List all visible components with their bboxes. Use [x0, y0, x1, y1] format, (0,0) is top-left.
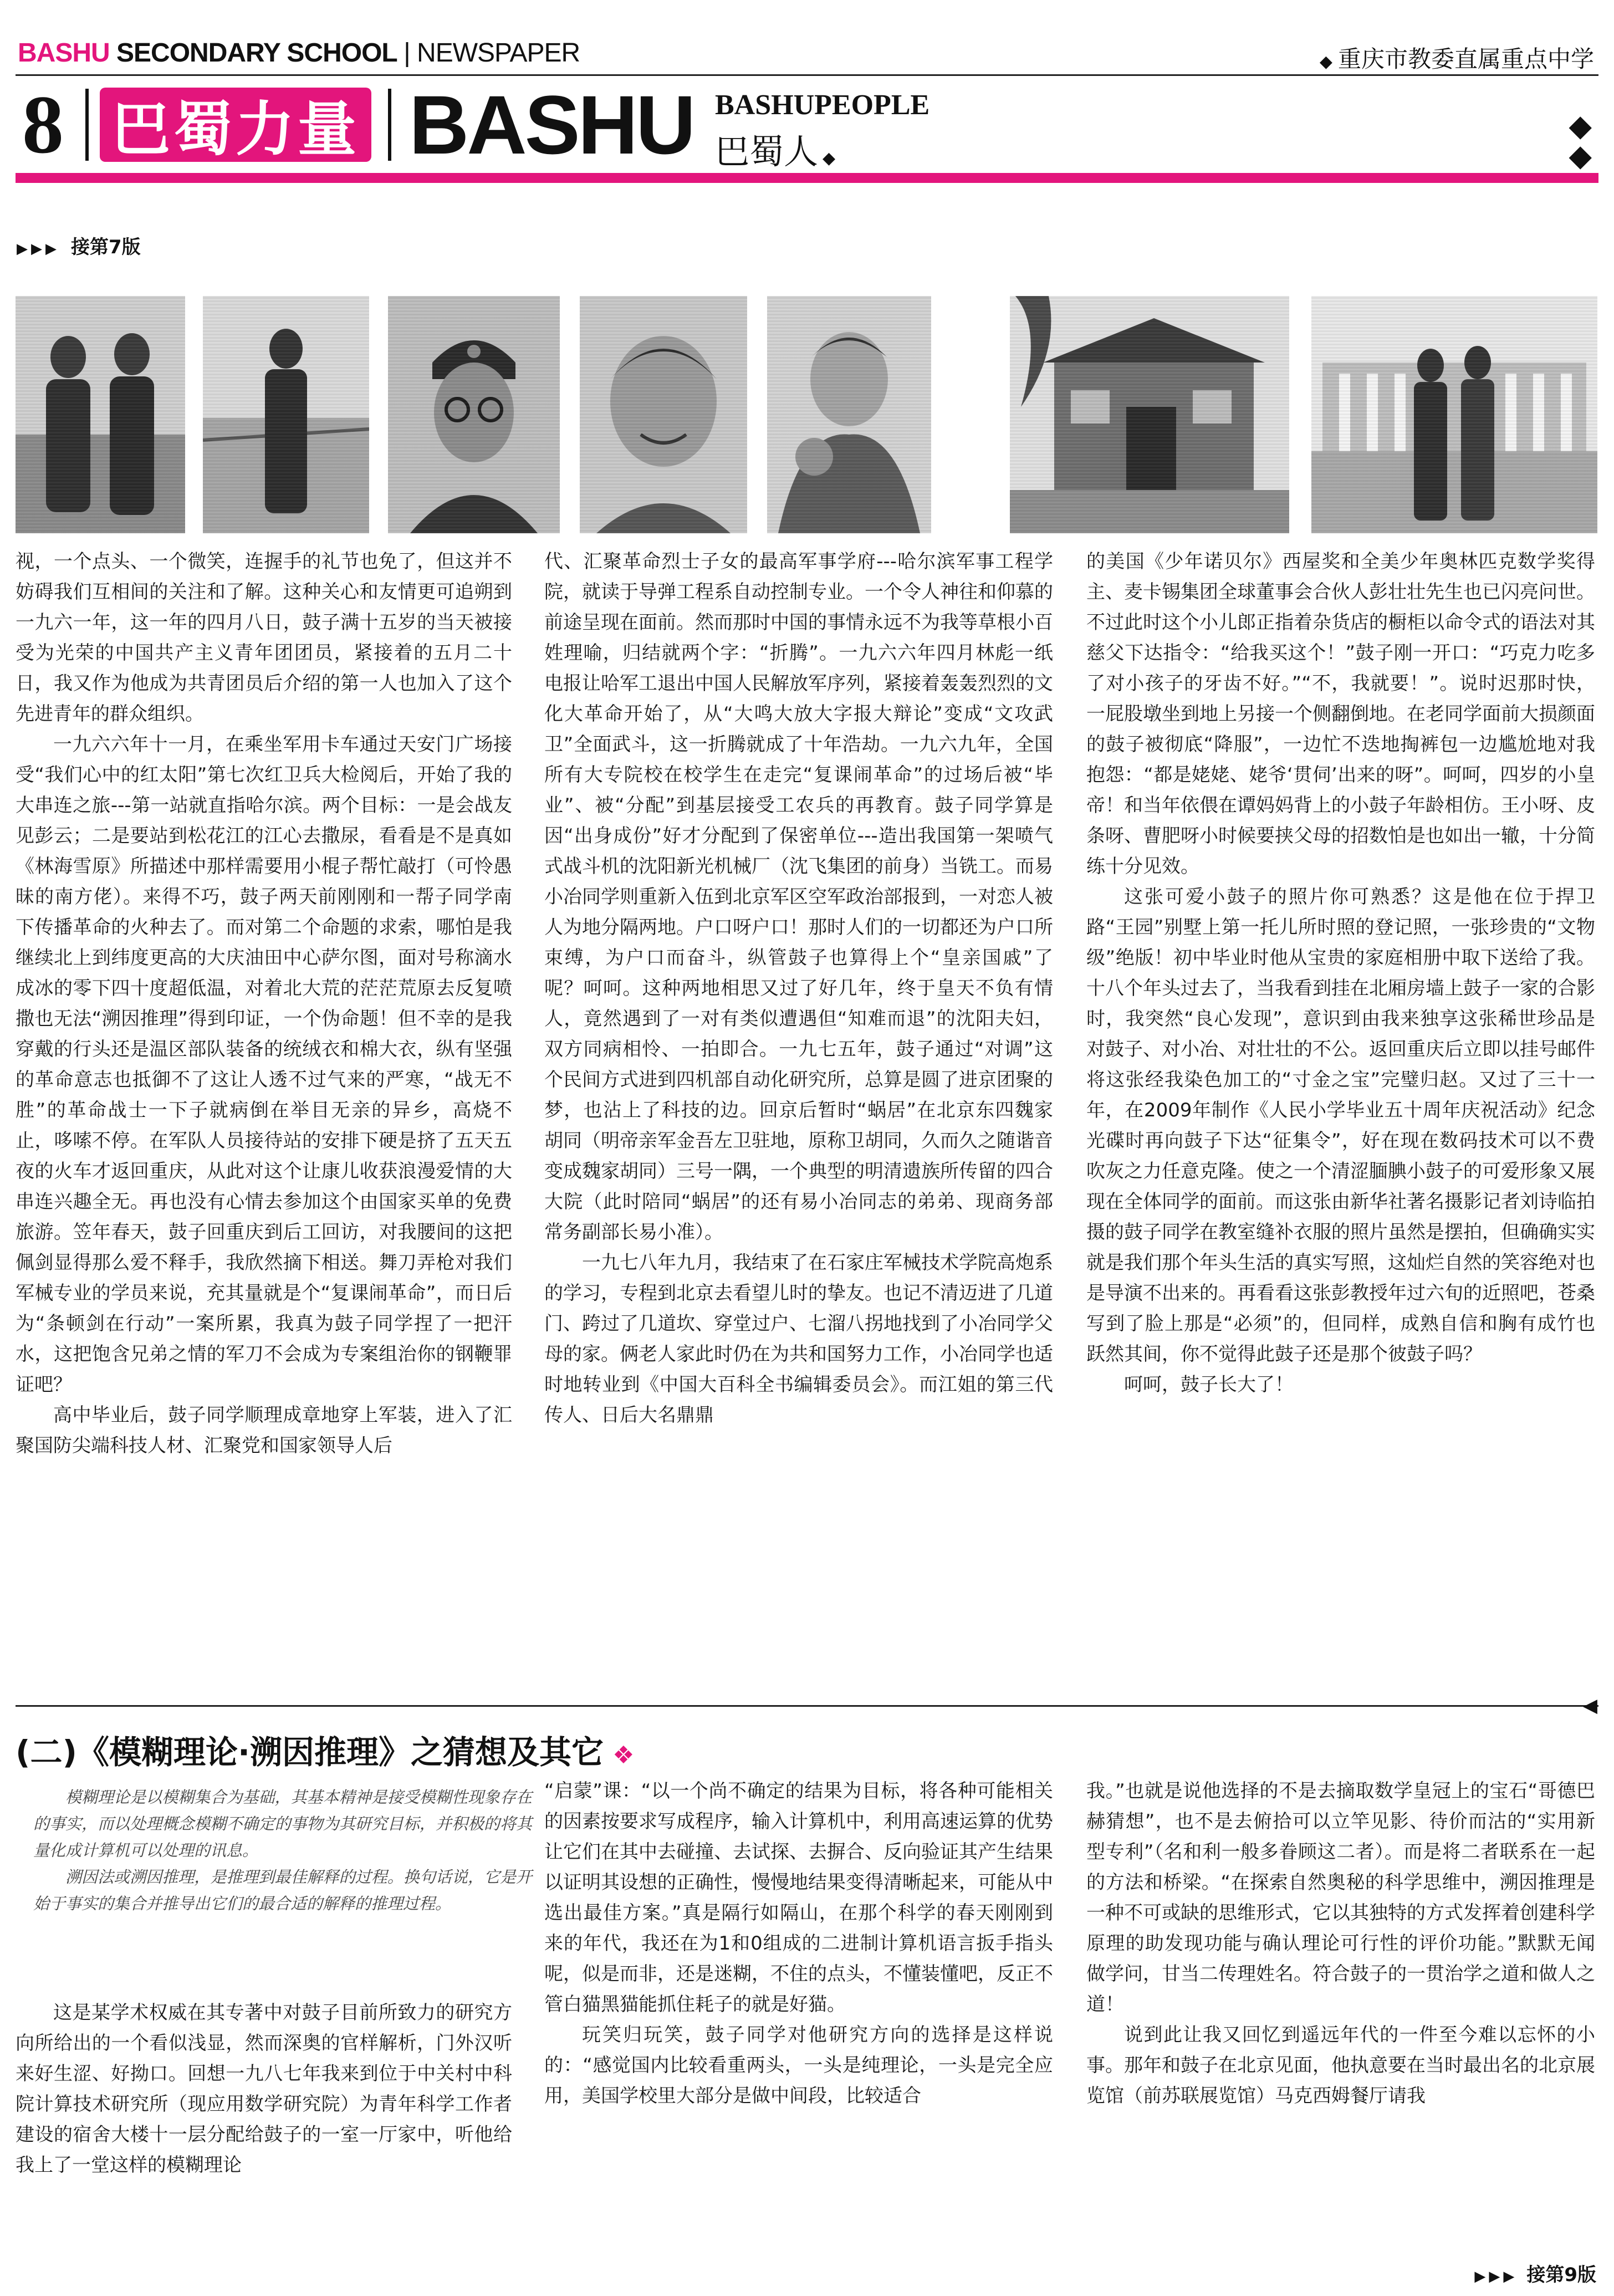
end-arrow-icon: ◀ [1582, 1695, 1597, 1717]
column-logo-text: 巴蜀力量 [111, 95, 360, 164]
paragraph: 的美国《少年诺贝尔》西屋奖和全美少年奥林匹克数学奖得主、麦卡锡集团全球董事会合伙人彭壮壮先生也已闪亮问世。不过此时这个小儿郎正指着杂货店的橱柜以命令式的语法对其慈父下达指令：“给我买这个！”鼓子刚一开口：“巧克力吃多了对小孩子的牙齿不好。”“不，我就要！”。说时迟那时快，一屁股墩坐到地上另接一个侧翻倒地。在老同学面前大损颜面的鼓子被彻底“降服”，一边忙不迭地掏裤包一边尴尬地对我抱怨：“都是姥姥、姥爷‘贯伺’出来的呀”。呵呵，四岁的小皇帝！和当年依偎在谭妈妈背上的小鼓子年龄相仿。王小呀、皮条呀、曹肥呀小时候要挟父母的招数怕是也如出一辙，十分简练十分见效。 [1086, 550, 1595, 877]
diamond-icon: ◆ [823, 149, 836, 168]
section-title-text: (二)《模糊理论·溯因推理》之猜想及其它 [16, 1733, 604, 1771]
photo-soldier-railing [203, 296, 369, 533]
photo-courtyard-house [1010, 296, 1289, 533]
paragraph: 视，一个点头、一个微笑，连握手的礼节也免了，但这并不妨碍我们互相间的关注和了解。这种关心和友情更可追朔到一九六一年，这一年的四月八日，鼓子满十五岁的当天被接受为光荣的中国共产主义青年团团员，紧接着的五月二十日，我又作为他成为共青团员后介绍的第一人也加入了这个先进青年的群众组织。 [16, 550, 512, 725]
section-column-3 [1086, 1776, 1595, 2111]
abstract-paragraph: 模糊理论是以模糊集合为基础，其基本精神是接受模糊性现象存在的事实，而以处理概念模糊不确定的事物为其研究目标，并积极的将其量化成计算机可以处理的讯息。 [33, 1788, 532, 1860]
photo-two-soldiers [16, 296, 185, 533]
paragraph: 呵呵，鼓子长大了！ [1124, 1374, 1294, 1396]
paragraph: “启蒙”课：“以一个尚不确定的结果为目标，将各种可能相关的因素按要求写成程序，输入计算机中，利用高速运算的优势让它们在其中去碰撞、去试探、去摒合、反向验证其产生结果以证明其设想的正确性，慢慢地结果变得清晰起来，可能从中选出最佳方案。”真是隔行如隔山，在那个科学的春天刚刚到来的年代，我还在为1和0组成的二进制计算机语言扳手指头呢，似是而非，还是迷糊，不住的点头，不懂装懂吧，反正不管白猫黑猫能抓住耗子的就是好猫。 [544, 1780, 1053, 2016]
photo-laughing-boy [767, 296, 931, 533]
section-title [16, 1726, 635, 1773]
paragraph: 代、汇聚革命烈士子女的最高军事学府---哈尔滨军事工程学院，就读于导弹工程系自动控制专业。一个令人神往和仰慕的前途呈现在面前。然而那时中国的事情永远不为我等草根小百姓理喻，归结就两个字：“折腾”。一九六六年四月林彪一纸电报让哈军工退出中国人民解放军序列，紧接着轰轰烈烈的文化大革命开始了，从“大鸣大放大字报大辩论”变成“文攻武卫”全面武斗，这一折腾就成了十年浩劫。一九六九年，全国所有大专院校在校学生在走完“复课闹革命”的过场后被“毕业”、被“分配”到基层接受工农兵的再教育。鼓子同学算是因“出身成份”好才分配到了保密单位---造出我国第一架喷气式战斗机的沈阳新光机械厂（沈飞集团的前身）当铣工。而易小冶同学则重新入伍到北京军区空军政治部报到，一对恋人被人为地分隔两地。户口呀户口！那时人们的一切都还为户口所束缚，为户口而奋斗，纵管鼓子也算得上个“皇亲国戚”了呢？呵呵。这种两地相思又过了好几年，终于皇天不负有情人，竟然遇到了一对有类似遭遇但“知难而退”的沈阳夫妇，双方同病相怜、一拍即合。一九七五年，鼓子通过“对调”这个民间方式进到四机部自动化研究所，总算是圆了进京团聚的梦，也沾上了科技的边。回京后暂时“蜗居”在北京东四魏家胡同（明帝亲军金吾左卫驻地，原称卫胡同，久而久之随谐音变成魏家胡同）三号一隅，一个典型的明清遗族所传留的四合大院（此时陪同“蜗居”的还有易小冶同志的弟弟、现商务部常务副部长易小准）。 [544, 550, 1053, 1243]
header-divider [388, 89, 391, 161]
continued-from-text: 接第7版 [71, 236, 141, 258]
brand-accent: BASHU [18, 38, 110, 68]
paragraph: 玩笑归玩笑，鼓子同学对他研究方向的选择是这样说的：“感觉国内比较看重两头，一头是纯理论，一头是完全应用，美国学校里大部分是做中间段，比较适合 [544, 2024, 1053, 2107]
section-name-en: BASHUPEOPLE [715, 89, 930, 121]
photo-smiling-boy [580, 296, 747, 533]
continued-to-text: 接第9版 [1526, 2264, 1596, 2286]
brand-tail: NEWSPAPER [417, 38, 580, 68]
section-column-2 [544, 1776, 1053, 2111]
photo-two-men-hall [1311, 296, 1597, 533]
header-rule [16, 74, 1598, 76]
section-name-cn [715, 124, 835, 174]
tagline-text: 重庆市教委直属重点中学 [1337, 45, 1594, 73]
paragraph: 我。”也就是说他选择的不是去摘取数学皇冠上的宝石“哥德巴赫猜想”，也不是去俯拾可以立竿见影、待价而沽的“实用新型专利”（名和利一般多眷顾这二者）。而是将二者联系在一起的方法和桥梁。“在探索自然奥秘的科学思维中，溯因推理是一种不可或缺的思维形式，它以其独特的方式发挥着创建科学原理的助发现功能与确认理论可行性的评价功能。”默默无闻做学问，甘当二传理姓名。符合鼓子的一贯治学之道和做人之道！ [1086, 1780, 1595, 2016]
triple-arrow-icon: ▶▶▶ [1474, 2268, 1518, 2285]
brand-separator: | [404, 38, 410, 68]
page-number: 8 [22, 79, 64, 171]
paragraph: 这张可爱小鼓子的照片你可熟悉？这是他在位于捍卫路“王园”别墅上第一托儿所时照的登记照，一张珍贵的“文物级”绝版！初中毕业时他从宝贵的家庭相册中取下送给了我。十八个年头过去了，当我看到挂在北厢房墙上鼓子一家的合影时，我突然“良心发现”，意识到由我来独享这张稀世珍品是对鼓子、对小冶、对壮壮的不公。返回重庆后立即以挂号邮件将这张经我染色加工的“寸金之宝”完璧归赵。又过了三十一年，在2009年制作《人民小学毕业五十周年庆祝活动》纪念光碟时再向鼓子下达“征集令”，好在现在数码技术可以不费吹灰之力任意克隆。使之一个清涩腼腆小鼓子的可爱形象又展现在全体同学的面前。而这张由新华社著名摄影记者刘诗临拍摄的鼓子同学在教室缝补衣服的照片虽然是摆拍，但确确实实就是我们那个年头生活的真实写照，这灿烂自然的笑容绝对也是导演不出来的。再看看这张彭教授年过六旬的近照吧，苍桑写到了脸上那是“必须”的，但同样，成熟自信和胸有成竹也跃然其间，你不觉得此鼓子还是那个彼鼓子吗？ [1086, 886, 1595, 1365]
school-tagline [1320, 41, 1594, 74]
paragraph: 说到此让我又回忆到遥远年代的一件至今难以忘怀的小事。那年和鼓子在北京见面，他执意要在当时最出名的北京展览馆（前苏联展览馆）马克西姆餐厅请我 [1086, 2024, 1595, 2107]
paragraph: 一九六六年十一月，在乘坐军用卡车通过天安门广场接受“我们心中的红太阳”第七次红卫兵大检阅后，开始了我的大串连之旅---第一站就直指哈尔滨。两个目标：一是会战友见彭云；二是要站到松花江的江心去撒尿，看看是不是真如《林海雪原》所描述中那样需要用小棍子帮忙敲打（可怜愚昧的南方佬）。来得不巧，鼓子两天前刚刚和一帮子同学南下传播革命的火种去了。而对第二个命题的求索，哪怕是我继续北上到纬度更高的大庆油田中心萨尔图，面对号称滴水成冰的零下四十度超低温，对着北大荒的茫茫荒原去反复喷撒也无法“溯因推理”得到印证，一个伪命题！但不幸的是我穿戴的行头还是温区部队装备的统绒衣和棉大衣，纵有坚强的革命意志也抵御不了这让人透不过气来的严寒，“战无不胜”的革命战士一下子就病倒在举目无亲的异乡，高烧不止，哆嗦不停。在军队人员接待站的安排下硬是挤了五天五夜的火车才返回重庆，从此对这个让康儿收获浪漫爱情的大串连兴趣全无。再也没有心情去参加这个由国家买单的免费旅游。笠年春天，鼓子回重庆到后工回访，对我腰间的这把佩剑显得那么爱不释手，我欣然摘下相送。舞刀弄枪对我们军械专业的学员来说，充其量就是个“复课闹革命”，而日后为“条顿剑在行动”一案所累，我真为鼓子同学捏了一把汗水，这把饱含兄弟之情的军刀不会成为专案组治你的钢鞭罪证吧？ [16, 733, 512, 1396]
continued-from [17, 232, 141, 259]
brand-main: SECONDARY SCHOOL [116, 38, 397, 68]
photo-portrait-cap-glasses [388, 296, 560, 533]
continued-to [1474, 2259, 1596, 2287]
flower-icon: ❖ [612, 1741, 635, 1769]
header-divider [85, 89, 89, 161]
triple-arrow-icon: ▶▶▶ [17, 241, 60, 257]
masthead-title: BASHU [409, 78, 694, 171]
abstract-paragraph: 溯因法或溯因推理，是推理到最佳解释的过程。换句话说，它是开始于事实的集合并推导出它们的最合适的解释的推理过程。 [33, 1868, 532, 1913]
section-column-1 [16, 1998, 512, 2181]
double-diamond-icon: ◆ ◆ [1569, 108, 1592, 173]
column-logo [100, 88, 371, 162]
header-accent-band [16, 173, 1598, 183]
section-name-cn-text: 巴蜀人 [715, 131, 819, 172]
section-abstract [33, 1784, 532, 1917]
brand-line [18, 38, 580, 68]
paragraph: 高中毕业后，鼓子同学顺理成章地穿上军装，进入了汇聚国防尖端科技人材、汇聚党和国家领导人后 [16, 1404, 512, 1457]
article-column-2 [544, 547, 1053, 1431]
article-column-3 [1086, 547, 1595, 1400]
paragraph: 这是某学术权威在其专著中对鼓子目前所致力的研究方向所给出的一个看似浅显，然而深奥的官样解析，门外汉听来好生涩、好拗口。回想一九八七年我来到位于中关村中科院计算技术研究所（现应用数学研究院）为青年科学工作者建设的宿舍大楼十一层分配给鼓子的一室一厅家中，听他给我上了一堂这样的模糊理论 [16, 2002, 512, 2176]
article-end-rule [16, 1705, 1598, 1707]
diamond-icon: ◆ [1319, 52, 1332, 72]
article-column-1 [16, 547, 512, 1461]
paragraph: 一九七八年九月，我结束了在石家庄军械技术学院高炮系的学习，专程到北京去看望儿时的挚友。也记不清迈进了几道门、跨过了几道坎、穿堂过户、七溜八拐地找到了小冶同学父母的家。俩老人家此时仍在为共和国努力工作，小冶同学也适时地转业到《中国大百科全书编辑委员会》。而江姐的第三代传人、日后大名鼎鼎 [544, 1252, 1053, 1426]
